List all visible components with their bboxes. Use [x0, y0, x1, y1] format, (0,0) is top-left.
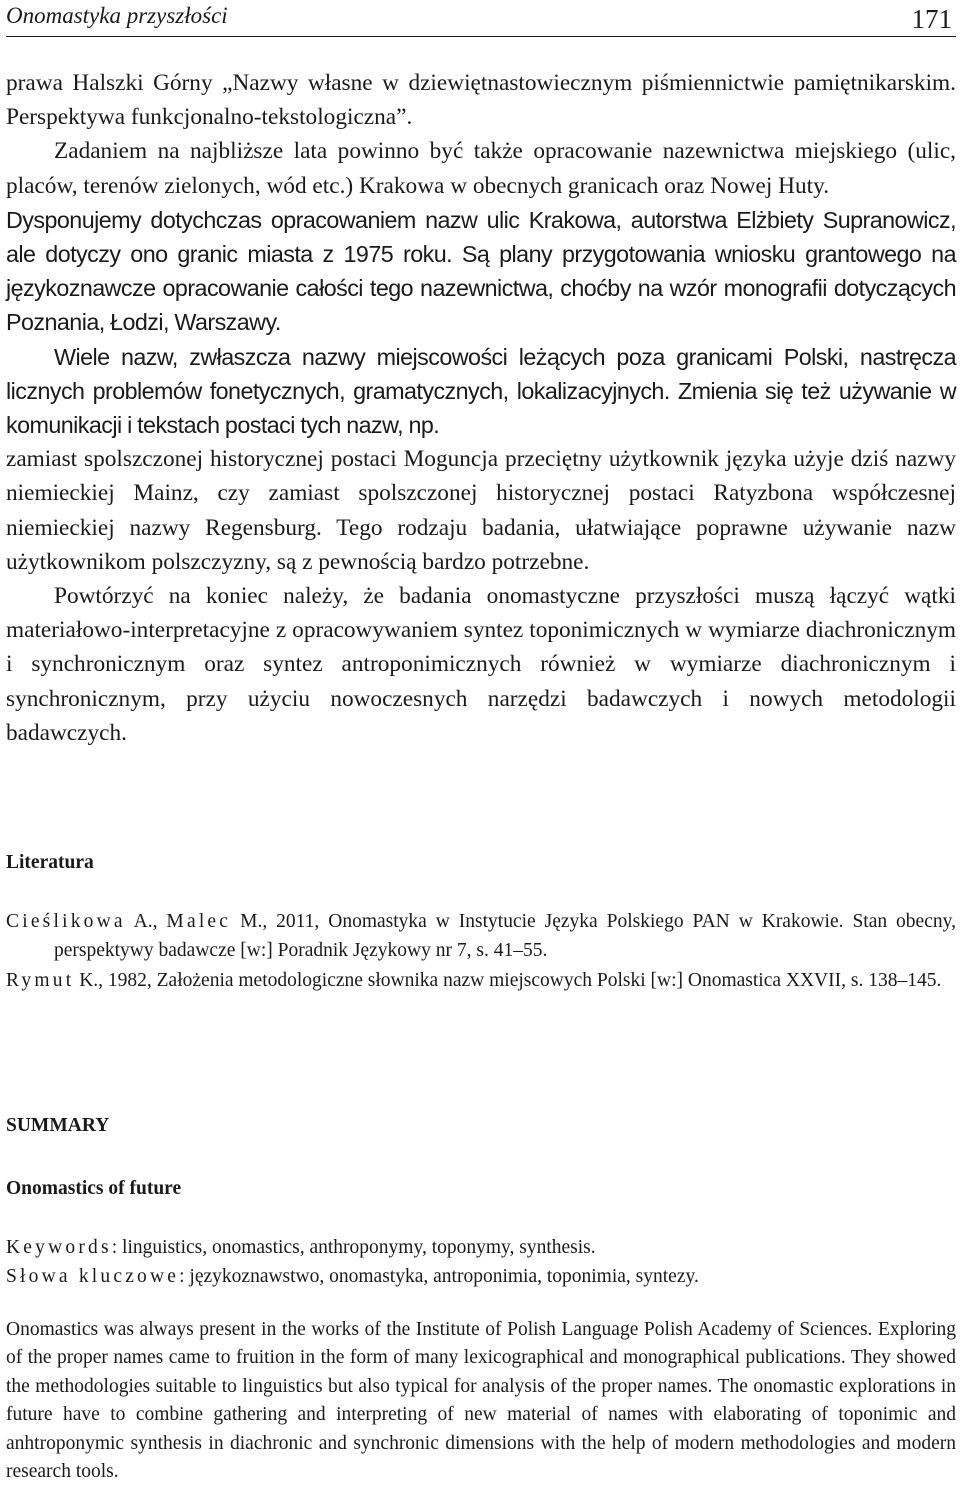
paragraph-3-continued: zamiast spolszczonej historycznej postaci Moguncja przeciętny użytkownik języka użyje dziś nazwy niemieckiej Mainz, czy zamiast spolszczonej historycznej postaci Ratyzbona współczesnej niemieckiej nazwy Regensburg. Tego rodzaju badania, ułatwiające poprawne używanie nazw użytkownikom polszczyzny, są z pewnością bardzo potrzebne. — [6, 446, 956, 575]
reference-item — [6, 967, 956, 996]
paragraph-2-start: Zadaniem na najbliższe lata powinno być także opracowanie nazewnictwa miejskiego (ulic, placów, terenów zielonych, wód etc.) Krakowa w obecnych granicach oraz Nowej Huty. — [6, 138, 956, 199]
keywords-block — [6, 1233, 956, 1291]
paragraph-1: prawa Halszki Górny „Nazwy własne w dziewiętnastowiecznym piśmiennictwie pamiętnikarskim. Perspektywa funkcjonalno-tekstologiczna”. — [6, 70, 956, 131]
paragraph-2 — [6, 134, 956, 202]
reference-list — [6, 908, 956, 996]
summary-title: Onomastics of future — [6, 1178, 182, 1199]
slowa-kluczowe-label: Słowa kluczowe — [6, 1266, 180, 1287]
paragraph-2-continued: Dysponujemy dotychczas opracowaniem nazw ulic Krakowa, autorstwa Elżbiety Supranowicz, ale dotyczy ono granic miasta z 1975 roku. Są plany przygotowania wniosku grantowego na językoznawcze opracowanie całości tego nazewnictwa, choćby na wzór monografii dotyczących Poznania, Łodzi, Warszawy. — [6, 206, 956, 336]
page-number: 171 — [911, 4, 952, 34]
slowa-kluczowe-text: : językoznawstwo, onomastyka, antroponimia, toponimia, syntezy. — [179, 1266, 699, 1287]
summary-abstract: Onomastics was always present in the works of the Institute of Polish Language Polish Academy of Sciences. Exploring of the proper names came to fruition in the form of many lexicographical and monographical publications. They showed the methodologies suitable to linguistics but also typical for analysis of the proper names. The onomastic explorations in future have to combine gathering and interpreting of new material of names with elaborating of toponimic and anhtroponymic synthesis in diachronic and synchronic dimensions with the help of modern methodologies and modern research tools. — [6, 1319, 956, 1483]
paragraph-3: Wiele nazw, zwłaszcza nazwy miejscowości leżących poza granicami Polski, nastręcza licznych problemów fonetycznych, gramatycznych, lokalizacyjnych. Zmienia się też używanie w komunikacji i tekstach postaci tych nazw, np. — [6, 343, 956, 439]
main-text — [6, 66, 956, 750]
keywords-line — [6, 1233, 956, 1262]
running-title: Onomastyka przyszłości — [6, 3, 228, 28]
summary-heading: SUMMARY — [6, 1115, 110, 1136]
reference-initial: A., — [133, 911, 158, 932]
reference-item — [6, 908, 956, 966]
literature-heading: Literatura — [6, 852, 94, 873]
document-page — [6, 0, 956, 1485]
keywords-text: : linguistics, onomastics, anthroponymy, toponymy, synthesis. — [111, 1237, 596, 1258]
reference-author: Cieślikowa — [6, 911, 126, 932]
reference-text: K., 1982, Założenia metodologiczne słownika nazw miejscowych Polski [w:] Onomastica XXVII, s. 138–145. — [79, 969, 942, 991]
keywords-label: Keywords — [6, 1237, 112, 1258]
reference-author: Rymut — [6, 969, 75, 991]
running-head — [6, 0, 956, 37]
reference-author: Malec — [166, 911, 232, 932]
paragraph-4: Powtórzyć na koniec należy, że badania onomastyczne przyszłości muszą łączyć wątki materiałowo-interpretacyjne z opracowywaniem syntez toponimicznych w wymiarze diachronicznym i synchronicznym oraz syntez antroponimicznych również w wymiarze diachronicznym i synchronicznym, przy użyciu nowoczesnych narzędzi badawczych i nowych metodologii badawczych. — [6, 583, 956, 746]
slowa-kluczowe-line — [6, 1262, 956, 1291]
reference-text: M., 2011, Onomastyka w Instytucie Języka Polskiego PAN w Krakowie. Stan obecny, perspektywy badawcze [w:] Poradnik Językowy nr 7, s. 41–55. — [54, 911, 956, 961]
